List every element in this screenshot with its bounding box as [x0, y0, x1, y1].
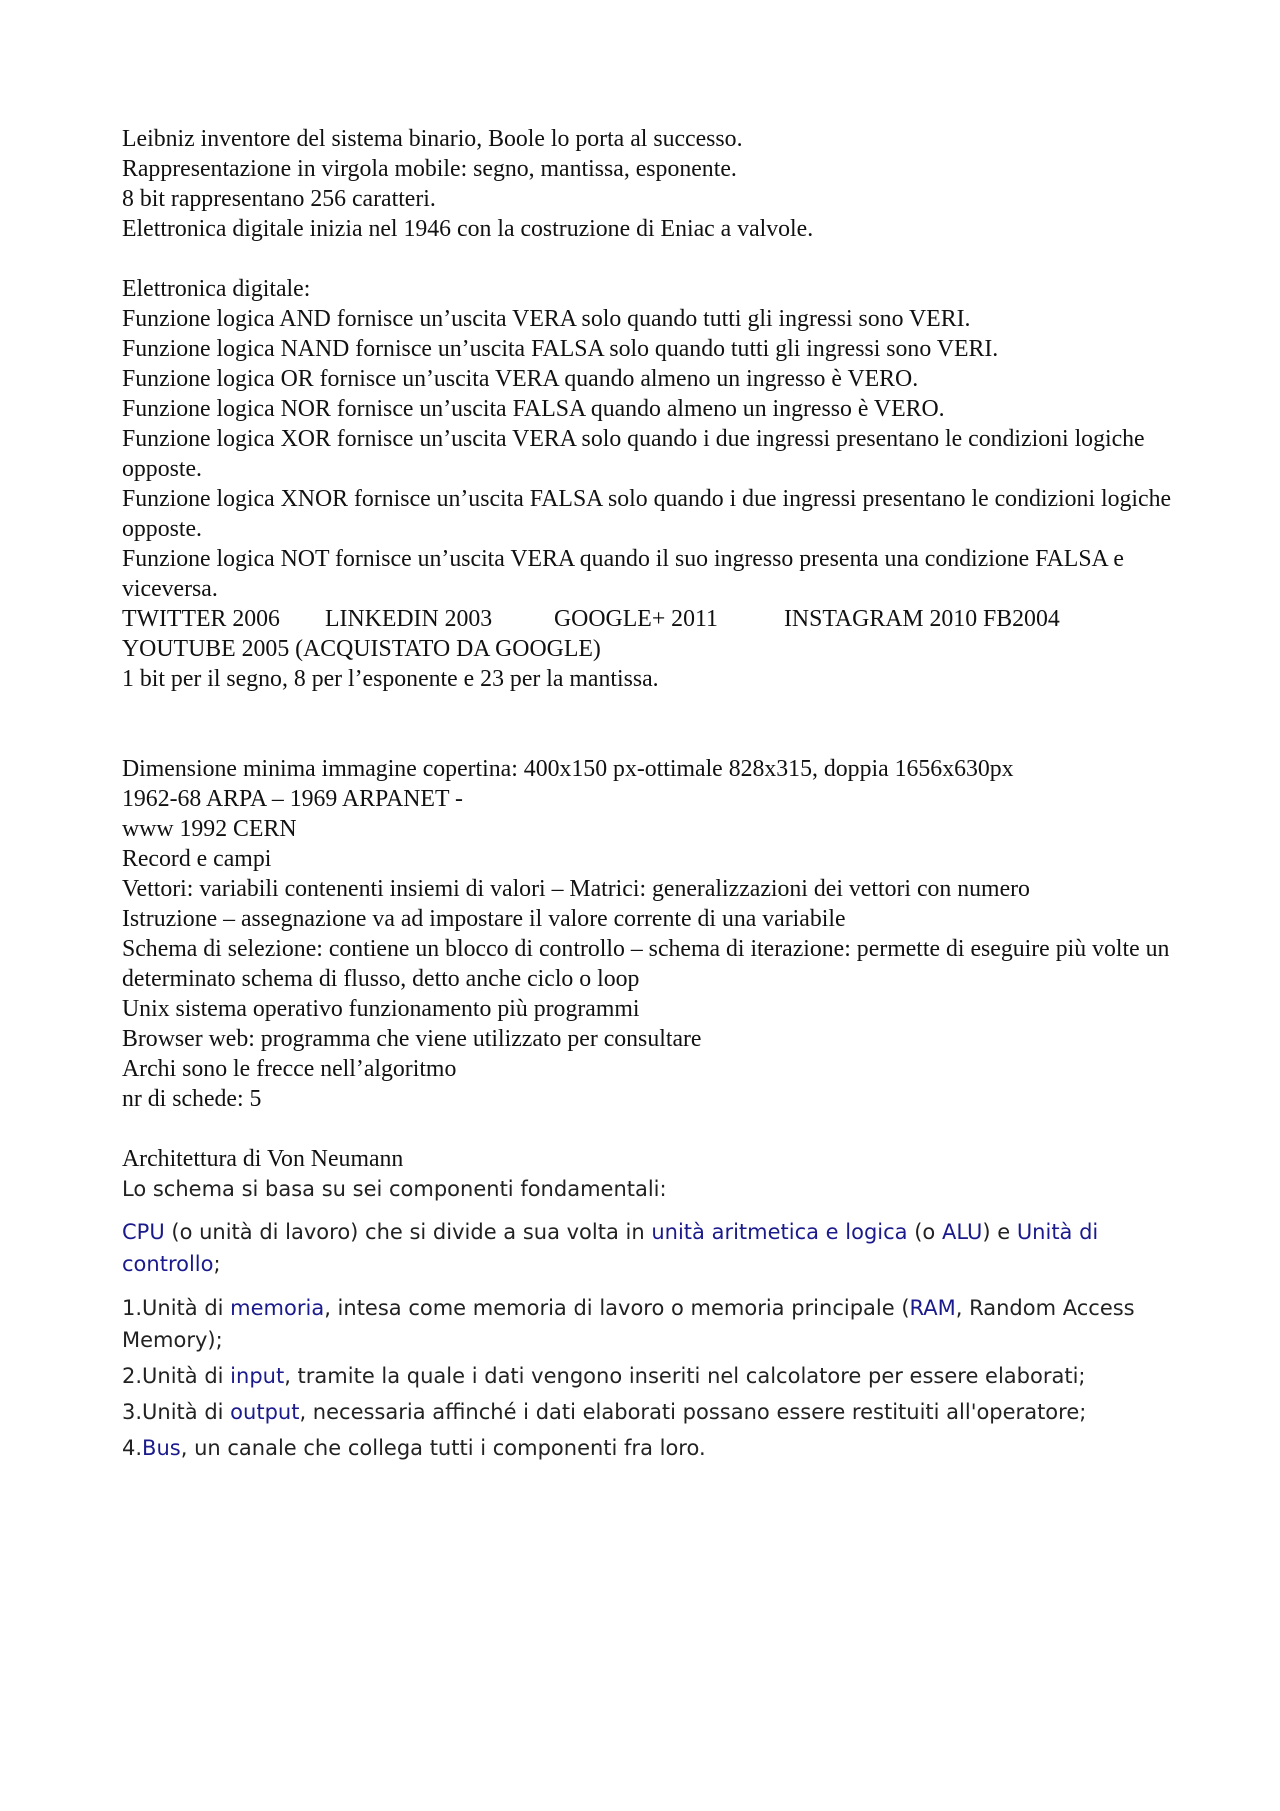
text-line: Funzione logica OR fornisce un’uscita VERA quando almeno un ingresso è VERO. — [122, 366, 919, 392]
text-line: YOUTUBE 2005 (ACQUISTATO DA GOOGLE) — [122, 636, 601, 662]
text-span: 3.Unità di — [122, 1400, 231, 1424]
cpu-link[interactable]: CPU — [122, 1220, 165, 1244]
text-line: Funzione logica XNOR fornisce un’uscita FALSA solo quando i due ingressi presentano le condizioni logiche opposte. — [122, 486, 1172, 542]
ram-link[interactable]: RAM — [909, 1296, 956, 1320]
list-item — [122, 1360, 1182, 1392]
social-networks-line — [122, 604, 1182, 634]
text-line: Unix sistema operativo funzionamento più programmi — [122, 996, 640, 1022]
text-line: Istruzione – assegnazione va ad impostare il valore corrente di una variabile — [122, 906, 846, 932]
text-line: 1 bit per il segno, 8 per l’esponente e 23 per la mantissa. — [122, 666, 659, 692]
cpu-paragraph — [122, 1216, 1182, 1280]
social-item: GOOGLE+ 2011 — [554, 606, 718, 632]
text-line: Dimensione minima immagine copertina: 400x150 px-ottimale 828x315, doppia 1656x630px — [122, 756, 1014, 782]
text-line: www 1992 CERN — [122, 816, 297, 842]
text-span: 4. — [122, 1436, 143, 1460]
output-link[interactable]: output — [230, 1400, 300, 1424]
digital-electronics-block — [122, 274, 1182, 694]
text-line: Schema di selezione: contiene un blocco di controllo – schema di iterazione: permette di eseguire più volte un determinato schema di flusso, detto anche ciclo o loop — [122, 936, 1170, 992]
text-line: 1962-68 ARPA – 1969 ARPANET - — [122, 786, 463, 812]
alu-link[interactable]: ALU — [941, 1220, 983, 1244]
von-neumann-heading-block — [122, 1144, 1182, 1174]
social-item: TWITTER 2006 — [122, 606, 280, 632]
text-line: nr di schede: 5 — [122, 1086, 262, 1112]
text-line: Rappresentazione in virgola mobile: segno, mantissa, esponente. — [122, 156, 737, 182]
text-span: ; — [213, 1252, 221, 1276]
text-line: Archi sono le frecce nell’algoritmo — [122, 1056, 457, 1082]
list-item — [122, 1396, 1182, 1428]
intro-text: Lo schema si basa su sei componenti fondamentali: — [122, 1177, 667, 1201]
notes-block — [122, 754, 1182, 1114]
alu-full-link[interactable]: unità aritmetica e logica — [651, 1220, 908, 1244]
intro-block — [122, 124, 1182, 244]
text-span: (o — [907, 1220, 942, 1244]
text-line: Record e campi — [122, 846, 272, 872]
text-span: , intesa come memoria di lavoro o memoria principale ( — [324, 1296, 910, 1320]
section-heading: Architettura di Von Neumann — [122, 1146, 404, 1172]
text-span: , necessaria affinché i dati elaborati possano essere restituiti all'operatore; — [299, 1400, 1087, 1424]
text-line: 8 bit rappresentano 256 caratteri. — [122, 186, 436, 212]
text-line: Browser web: programma che viene utilizzato per consultare — [122, 1026, 702, 1052]
list-item — [122, 1432, 1182, 1464]
text-line: Funzione logica XOR fornisce un’uscita VERA solo quando i due ingressi presentano le condizioni logiche opposte. — [122, 426, 1145, 482]
memory-link[interactable]: memoria — [230, 1296, 325, 1320]
text-span: , un canale che collega tutti i componenti fra loro. — [180, 1436, 706, 1460]
text-span: , tramite la quale i dati vengono inseriti nel calcolatore per essere elaborati; — [284, 1364, 1086, 1388]
text-span: , Random Access Memory); — [122, 1296, 1135, 1352]
text-line: Funzione logica AND fornisce un’uscita VERA solo quando tutti gli ingressi sono VERI. — [122, 306, 971, 332]
von-neumann-block — [122, 1174, 1182, 1464]
text-line: Funzione logica NOR fornisce un’uscita FALSA quando almeno un ingresso è VERO. — [122, 396, 945, 422]
text-span: 2.Unità di — [122, 1364, 231, 1388]
social-item: LINKEDIN 2003 — [325, 606, 493, 632]
bus-link[interactable]: Bus — [142, 1436, 181, 1460]
text-span: (o unità di lavoro) che si divide a sua volta in — [164, 1220, 652, 1244]
text-line: Funzione logica NOT fornisce un’uscita VERA quando il suo ingresso presenta una condizione FALSA e viceversa. — [122, 546, 1124, 602]
text-line: Elettronica digitale inizia nel 1946 con la costruzione di Eniac a valvole. — [122, 216, 814, 242]
text-line: Funzione logica NAND fornisce un’uscita FALSA solo quando tutti gli ingressi sono VERI. — [122, 336, 999, 362]
section-heading: Elettronica digitale: — [122, 276, 311, 302]
text-span: 1.Unità di — [122, 1296, 231, 1320]
text-line: Vettori: variabili contenenti insiemi di valori – Matrici: generalizzazioni dei vettori con numero — [122, 876, 1030, 902]
text-line: Leibniz inventore del sistema binario, Boole lo porta al successo. — [122, 126, 743, 152]
input-link[interactable]: input — [230, 1364, 285, 1388]
list-item — [122, 1292, 1182, 1356]
social-item: INSTAGRAM 2010 FB2004 — [784, 606, 1060, 632]
text-span: ) e — [982, 1220, 1017, 1244]
control-unit-link[interactable]: Unità di controllo — [122, 1220, 1099, 1276]
document-page — [122, 124, 1182, 1468]
